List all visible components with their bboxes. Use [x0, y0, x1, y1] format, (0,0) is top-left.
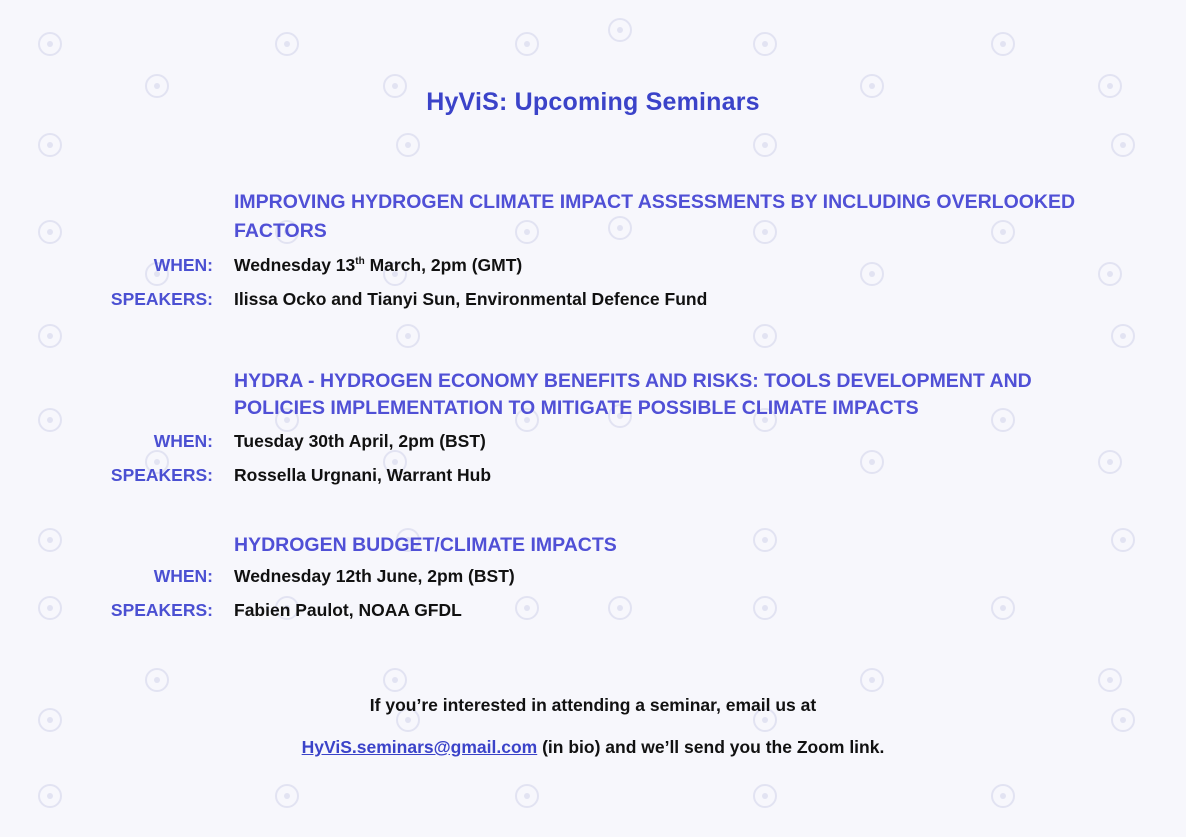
when-ordinal: th: [355, 256, 365, 267]
seminar-when: Tuesday 30th April, 2pm (BST): [234, 431, 486, 451]
when-label: WHEN:: [153, 255, 213, 275]
seminar-title: IMPROVING HYDROGEN CLIMATE IMPACT ASSESSMENTS BY INCLUDING OVERLOOKED FACTORS: [234, 191, 1076, 242]
footer-contact: [0, 737, 1186, 758]
when-time: March, 2pm (GMT): [364, 255, 523, 275]
seminar-when: Wednesday 12th June, 2pm (BST): [234, 566, 515, 586]
seminar-title: HYDROGEN BUDGET/CLIMATE IMPACTS: [234, 534, 617, 556]
speakers-label: SPEAKERS:: [110, 289, 213, 309]
speakers-label: SPEAKERS:: [110, 600, 213, 620]
seminar-title: HYDRA - HYDROGEN ECONOMY BENEFITS AND RISKS: TOOLS DEVELOPMENT AND POLICIES IMPLEMENTATION TO MITIGATE POSSIBLE CLIMATE IMPACTS: [234, 370, 1032, 419]
when-date: Wednesday 13: [234, 255, 356, 275]
email-link[interactable]: HyViS.seminars@gmail.com: [301, 737, 538, 757]
seminar-when: [234, 255, 522, 276]
when-label: WHEN:: [153, 431, 213, 451]
footer-contact-text: (in bio) and we’ll send you the Zoom link.: [537, 737, 885, 757]
when-label: WHEN:: [153, 566, 213, 586]
speakers-label: SPEAKERS:: [110, 465, 213, 485]
seminar-speakers: Fabien Paulot, NOAA GFDL: [234, 600, 462, 620]
seminar-speakers: Rossella Urgnani, Warrant Hub: [234, 465, 492, 485]
seminar-speakers: Ilissa Ocko and Tianyi Sun, Environmental Defence Fund: [234, 289, 708, 309]
footer-invite-text: If you’re interested in attending a seminar, email us at: [369, 695, 817, 715]
page-title: HyViS: Upcoming Seminars: [426, 88, 760, 116]
